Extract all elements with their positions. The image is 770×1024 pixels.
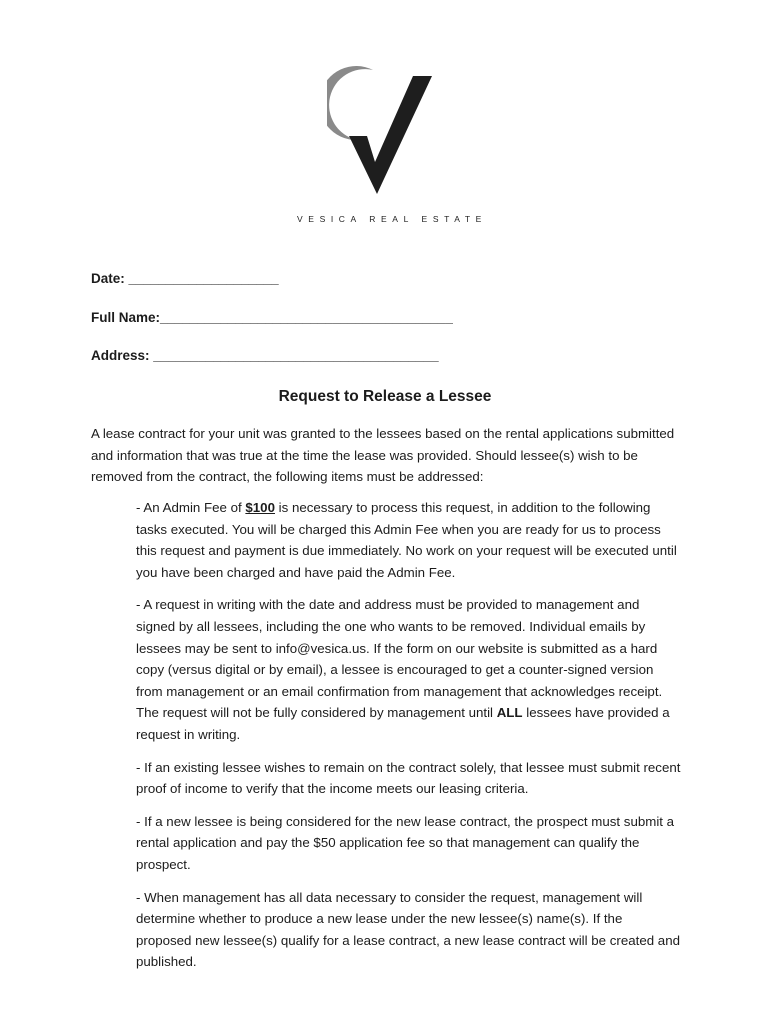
intro-paragraph: A lease contract for your unit was granted to the lessees based on the rental applications submitted and information that was true at the time the lease was provided. Should lessee(s) wish to be removed from the contract, the following items must be addressed: (91, 426, 675, 484)
requirements-list (136, 497, 681, 984)
requirement-new-lessee: - If a new lessee is being considered for the new lease contract, the prospect must submit a rental application and pay the $50 application fee so that management can qualify the prospect. (136, 813, 675, 872)
vesica-logo (327, 66, 437, 196)
requirement-written-request: - A request in writing with the date and address must be provided to management and signed by all lessees, including the one who wants to be removed. Individual emails by lessees may be sent to info@vesica.us. If the form on our website is submitted as a hard copy (versus digital or by email), a lessee is encouraged to get a counter-signed version from management or an email confirmation from management that acknowledges receipt. The request will not be fully considered by management until ALL lessees have provided a request in writing. (136, 597, 670, 742)
requirement-new-lease: - When management has all data necessary to consider the request, management will determine whether to produce a new lease under the new lessee(s) name(s). If the proposed new lessee(s) qualify for a lease contract, a new lease contract will be created and published. (136, 889, 680, 970)
all-emphasis: ALL (496, 705, 523, 721)
brand-name: VESICA REAL ESTATE (297, 214, 487, 224)
date-field: Date: ____________________ (91, 271, 279, 286)
document-title: Request to Release a Lessee (278, 388, 492, 405)
address-field: Address: ______________________________________ (91, 348, 439, 363)
requirement-admin-fee: - An Admin Fee of $100 is necessary to process this request, in addition to the following tasks executed. You will be charged this Admin Fee when you are ready for us to process this request and payment is due immediately. No work on your request will be executed until you have been charged and have paid the Admin Fee. (136, 500, 677, 580)
full-name-field: Full Name:_______________________________________ (91, 310, 453, 325)
logo-crescent (327, 66, 373, 140)
admin-fee-amount: $100 (245, 500, 275, 515)
logo-check (349, 76, 432, 194)
requirement-proof-of-income: - If an existing lessee wishes to remain on the contract solely, that lessee must submit recent proof of income to verify that the income meets our leasing criteria. (136, 759, 681, 797)
